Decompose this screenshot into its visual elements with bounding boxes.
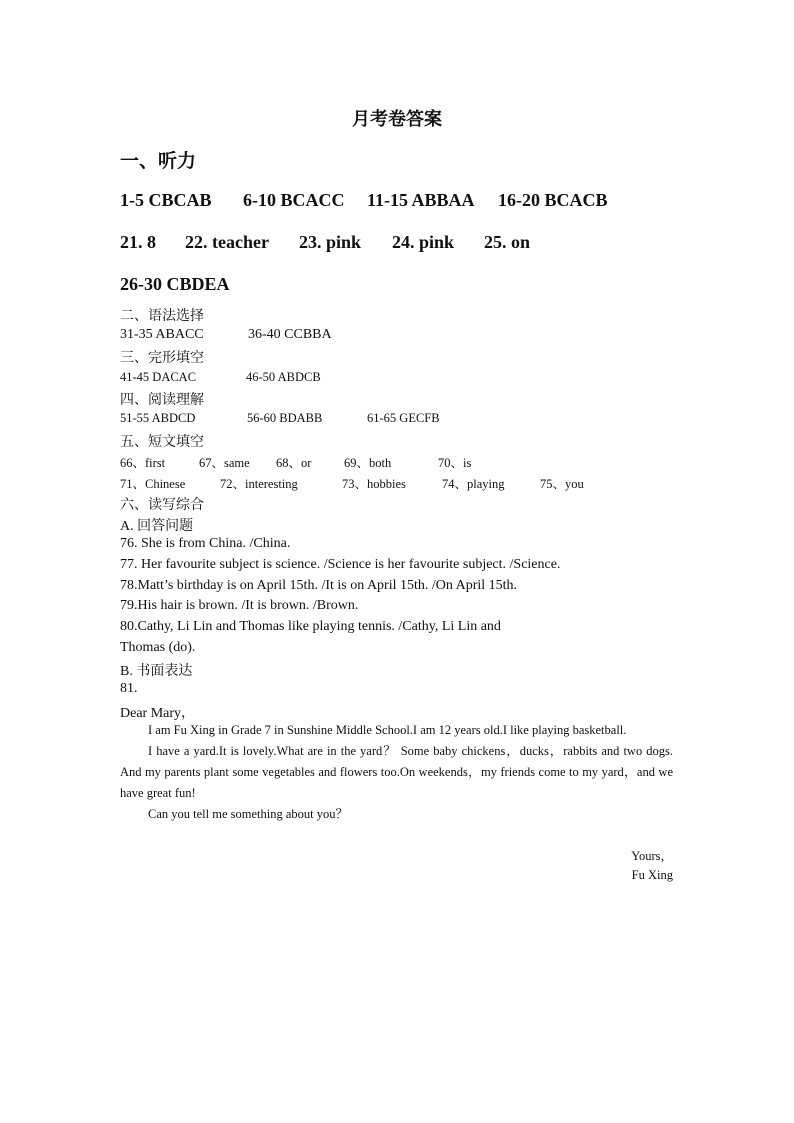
fill-blank-row-2	[120, 474, 673, 494]
answer-group: 41-45 DACAC	[120, 370, 197, 384]
answer-item: 24. pink	[392, 232, 455, 252]
answer-group: 61-65 GECFB	[367, 411, 440, 425]
answer-group: 36-40 CCBBA	[248, 327, 332, 342]
answer-group: 16-20 BCACB	[498, 190, 608, 210]
question-81-number: 81.	[120, 681, 138, 696]
section-6-heading: 六、读写综合	[120, 498, 204, 513]
answer-item: 21. 8	[120, 232, 156, 252]
section-5-heading: 五、短文填空	[120, 435, 204, 450]
answer-group: 46-50 ABDCB	[246, 370, 321, 384]
answer-item: 68、or	[276, 456, 312, 470]
answer-item: 66、first	[120, 456, 166, 470]
cloze-answers	[120, 370, 520, 390]
answer-item: 69、both	[344, 456, 392, 470]
answer-item: 70、is	[438, 456, 472, 470]
letter-paragraph: I have a yard.It is lovely.What are in the yard？ Some baby chickens，ducks，rabbits and two dogs. And my parents plant some vegetables and flowers too.On weekends，my friends come to my yard，and we have great fun!	[120, 744, 673, 800]
answer-item: 71、Chinese	[120, 477, 186, 491]
letter-paragraph: Can you tell me something about you？	[148, 807, 348, 821]
fill-blank-row-1	[120, 453, 673, 473]
answer-item: 67、same	[199, 456, 250, 470]
answer-group: 6-10 BCACC	[243, 190, 345, 210]
listening-row-3: 26-30 CBDEA	[120, 274, 230, 294]
grammar-answers	[120, 327, 520, 347]
reading-answers	[120, 411, 620, 431]
answer-76: 76. She is from China. /China.	[120, 536, 291, 551]
answer-78: 78.Matt’s birthday is on April 15th. /It is on April 15th. /On April 15th.	[120, 578, 518, 593]
answer-group: 31-35 ABACC	[120, 327, 204, 342]
answer-item: 74、playing	[442, 477, 505, 491]
answer-group: 11-15 ABBAA	[367, 190, 475, 210]
answer-item: 25. on	[484, 232, 531, 252]
letter-body	[120, 720, 673, 825]
answer-item: 22. teacher	[185, 232, 269, 252]
answer-item: 23. pink	[299, 232, 362, 252]
answer-group: 1-5 CBCAB	[120, 190, 212, 210]
answer-group: 51-55 ABDCD	[120, 411, 196, 425]
answer-80: 80.Cathy, Li Lin and Thomas like playing tennis. /Cathy, Li Lin and	[120, 619, 501, 634]
part-a-heading: A. 回答问题	[120, 519, 194, 534]
answer-item: 75、you	[540, 477, 584, 491]
page-title: 月考卷答案	[352, 109, 442, 129]
section-3-heading: 三、完形填空	[120, 351, 204, 366]
part-b-heading: B. 书面表达	[120, 664, 193, 679]
letter-signature: Fu Xing	[631, 868, 673, 882]
answer-group: 56-60 BDABB	[247, 411, 323, 425]
answer-77: 77. Her favourite subject is science. /Science is her favourite subject. /Science.	[120, 557, 561, 572]
section-1-heading: 一、听力	[120, 151, 197, 172]
letter-paragraph: I am Fu Xing in Grade 7 in Sunshine Middle School.I am 12 years old.I like playing basketball.	[148, 723, 627, 737]
letter-closing: Yours，	[631, 849, 673, 863]
answer-80-continued: Thomas (do).	[120, 640, 196, 655]
section-4-heading: 四、阅读理解	[120, 393, 204, 408]
section-2-heading: 二、语法选择	[120, 309, 204, 324]
answer-item: 73、hobbies	[342, 477, 406, 491]
letter-greeting: Dear Mary，	[120, 706, 196, 721]
answer-79: 79.His hair is brown. /It is brown. /Brown.	[120, 598, 359, 613]
answer-item: 72、interesting	[220, 477, 298, 491]
